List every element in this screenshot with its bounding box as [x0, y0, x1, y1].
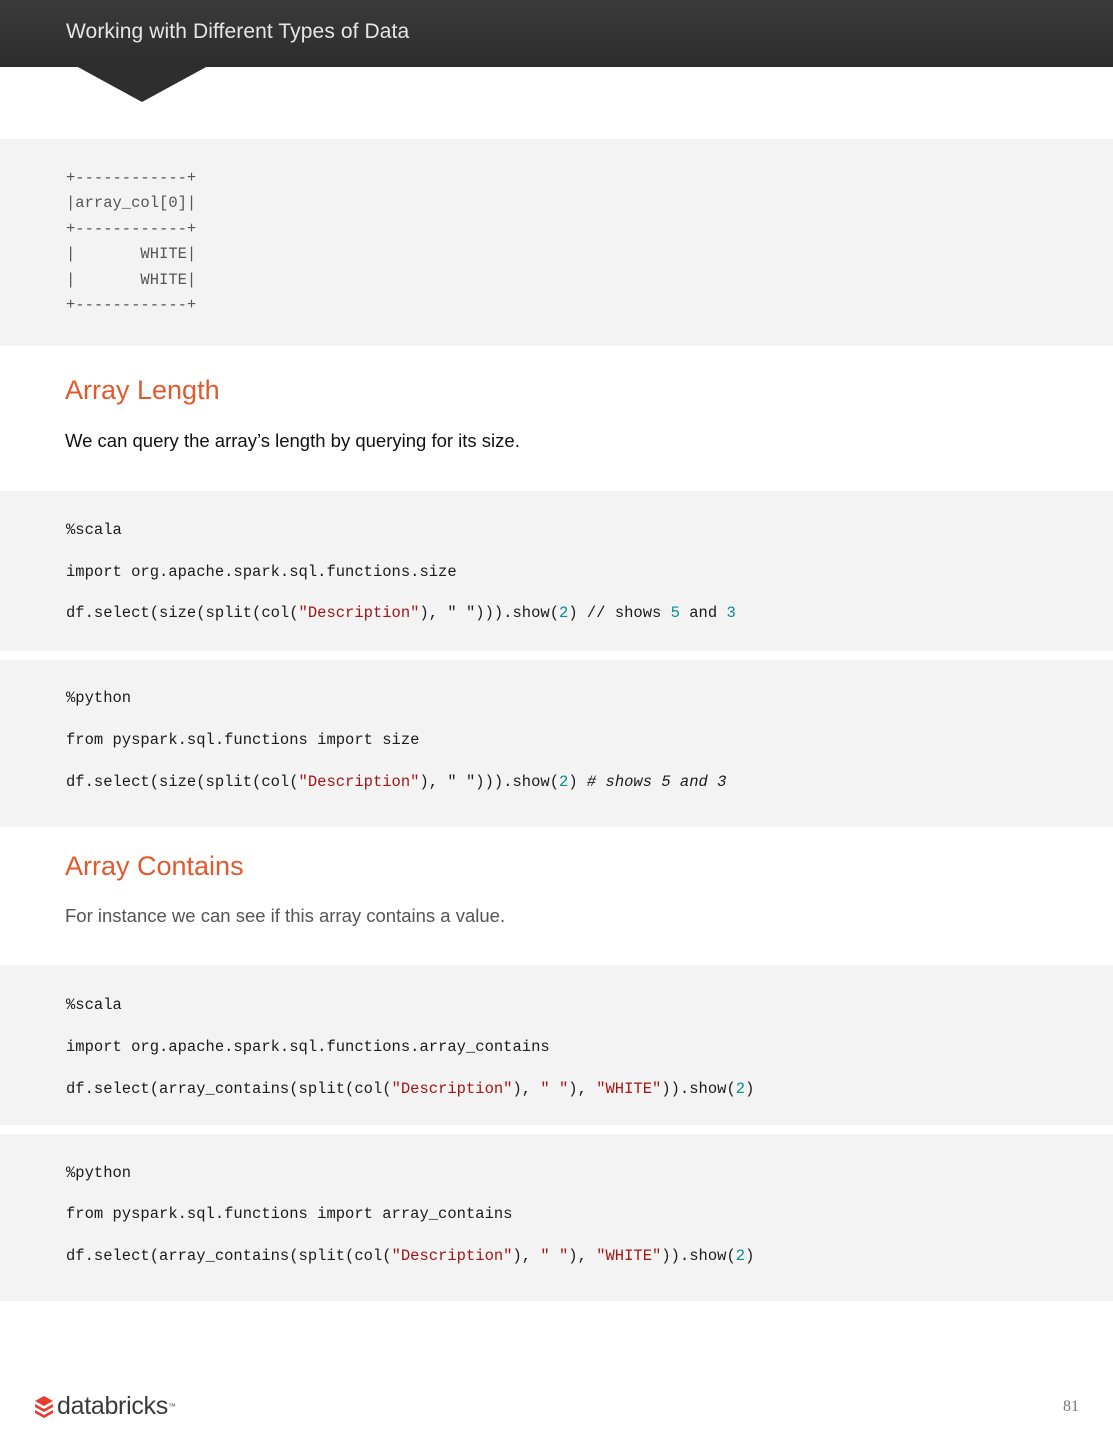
code-statement: df.select(size(split(col("Description"), " "))).show(2) # shows 5 and 3: [66, 773, 727, 791]
code-import: from pyspark.sql.functions import array_contains: [66, 1205, 513, 1223]
code-magic: %python: [66, 689, 132, 707]
code-statement: df.select(array_contains(split(col("Description"), " "), "WHITE")).show(2): [66, 1247, 755, 1265]
table-line: | WHITE|: [66, 245, 197, 263]
header-title: Working with Different Types of Data: [66, 20, 410, 43]
page-number: 81: [1063, 1398, 1079, 1415]
table-line: +------------+: [66, 220, 197, 238]
section-text-array-length: We can query the array’s length by querying for its size.: [65, 430, 520, 451]
code-import: import org.apache.spark.sql.functions.array_contains: [66, 1038, 550, 1056]
table-line: |array_col[0]|: [66, 194, 197, 212]
table-line: +------------+: [66, 169, 197, 187]
code-statement: df.select(size(split(col("Description"), " "))).show(2) // shows 5 and 3: [66, 604, 736, 622]
databricks-logo-icon: [33, 1394, 55, 1418]
code-statement: df.select(array_contains(split(col("Description"), " "), "WHITE")).show(2): [66, 1080, 755, 1098]
logo-trademark: ™: [167, 1401, 176, 1411]
code-import: import org.apache.spark.sql.functions.size: [66, 563, 457, 581]
output-table-block: [0, 139, 1113, 346]
code-magic: %scala: [66, 996, 122, 1014]
table-line: | WHITE|: [66, 271, 197, 289]
header-notch: [76, 66, 208, 102]
databricks-logo: [33, 1392, 176, 1420]
code-block-python-size: [0, 660, 1113, 827]
code-block-python-array-contains: [0, 1134, 1113, 1301]
table-line: +------------+: [66, 296, 197, 314]
section-text-array-contains: For instance we can see if this array contains a value.: [65, 905, 506, 926]
code-magic: %python: [66, 1164, 132, 1182]
code-magic: %scala: [66, 521, 122, 539]
section-heading-array-length: Array Length: [65, 375, 220, 405]
code-block-scala-size: [0, 491, 1113, 651]
section-heading-array-contains: Array Contains: [65, 851, 244, 881]
page-header: [0, 0, 1113, 67]
code-block-scala-array-contains: [0, 965, 1113, 1125]
logo-wordmark: databricks: [57, 1391, 168, 1420]
code-import: from pyspark.sql.functions import size: [66, 731, 420, 749]
